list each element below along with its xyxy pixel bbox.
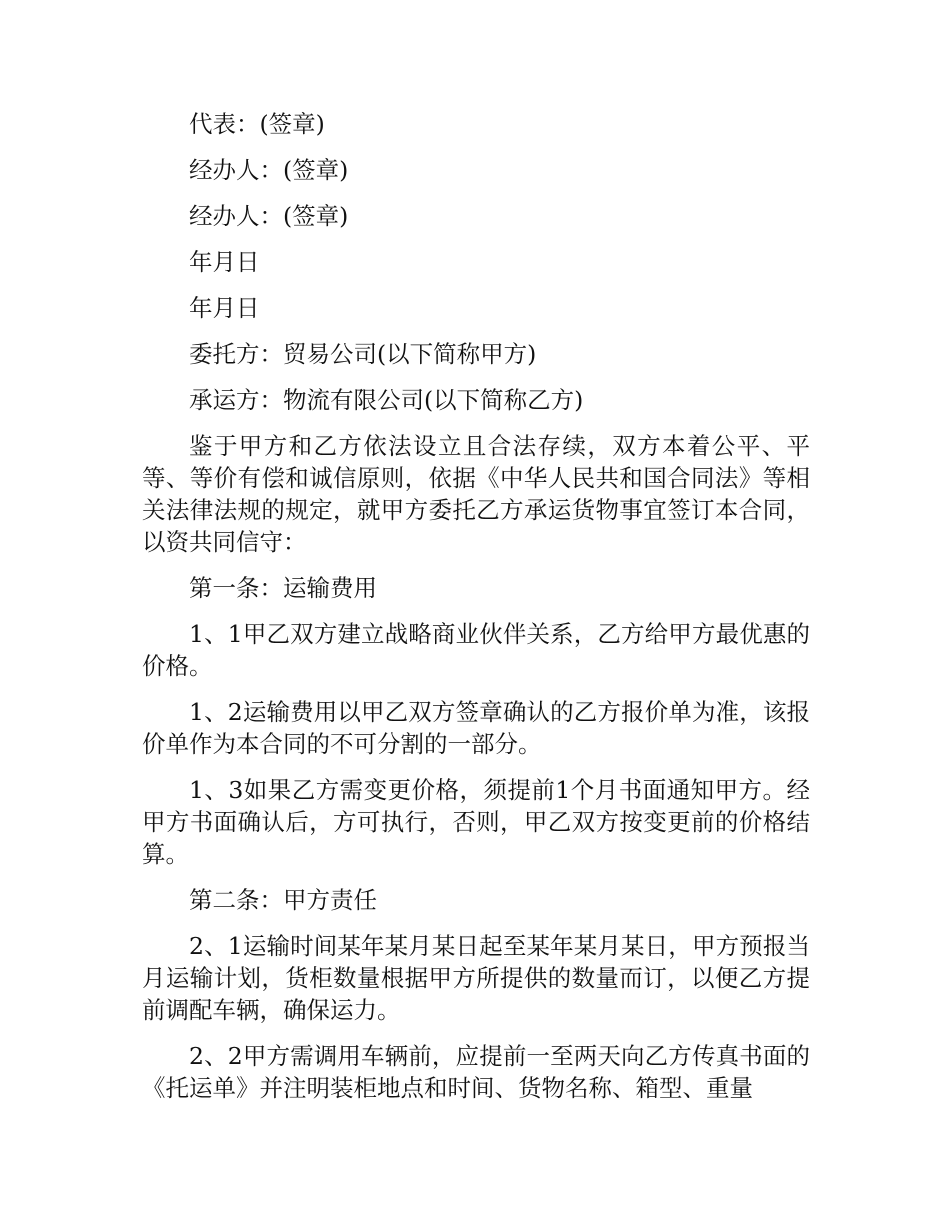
party-b-line: 承运方：物流有限公司(以下简称乙方)	[189, 386, 584, 414]
party-a-line: 委托方：贸易公司(以下简称甲方)	[189, 340, 537, 368]
article-2-heading: 第二条：甲方责任	[189, 886, 377, 914]
clause-2-1: 2、1运输时间某年某月某日起至某年某月某日，甲方预报当月运输计划，货柜数量根据甲方所提供的数量而订，以便乙方提前调配车辆，确保运力。	[142, 932, 810, 1024]
signature-line-handler-1: 经办人：(签章)	[189, 156, 349, 184]
clause-1-3: 1、3如果乙方需变更价格，须提前1个月书面通知甲方。经甲方书面确认后，方可执行，否则，甲乙双方按变更前的价格结算。	[142, 776, 810, 868]
preamble-paragraph: 鉴于甲方和乙方依法设立且合法存续，双方本着公平、平等、等价有偿和诚信原则，依据《中华人民共和国合同法》等相关法律法规的规定，就甲方委托乙方承运货物事宜签订本合同，以资共同信守：	[142, 432, 810, 556]
signature-line-representative: 代表：(签章)	[189, 110, 325, 138]
date-line-2: 年月日	[189, 294, 260, 322]
signature-line-handler-2: 经办人：(签章)	[189, 202, 349, 230]
date-line-1: 年月日	[189, 248, 260, 276]
clause-2-2: 2、2甲方需调用车辆前，应提前一至两天向乙方传真书面的《托运单》并注明装柜地点和时间、货物名称、箱型、重量	[142, 1042, 810, 1102]
article-1-heading: 第一条：运输费用	[189, 574, 377, 602]
clause-1-2: 1、2运输费用以甲乙双方签章确认的乙方报价单为准，该报价单作为本合同的不可分割的一部分。	[142, 698, 810, 758]
document-body	[142, 108, 810, 1118]
clause-1-1: 1、1甲乙双方建立战略商业伙伴关系，乙方给甲方最优惠的价格。	[142, 620, 810, 680]
